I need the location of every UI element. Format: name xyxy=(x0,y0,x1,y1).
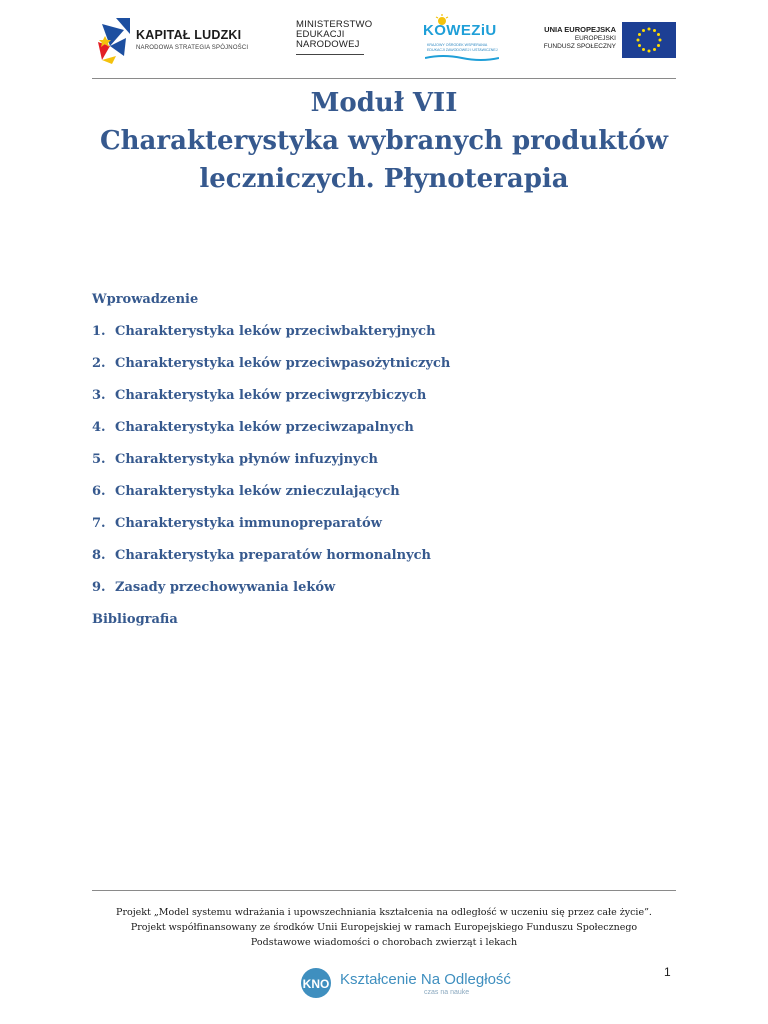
toc-item[interactable] xyxy=(92,514,692,546)
toc-item-label: Charakterystyka leków przeciwgrzybiczych xyxy=(115,388,427,403)
kno-emblem-icon xyxy=(298,966,334,1000)
kapital-ludzki-logo xyxy=(92,14,252,66)
toc-item-intro[interactable]: Wprowadzenie xyxy=(92,292,199,307)
toc-item-number: 6. xyxy=(92,484,106,499)
toc-item[interactable] xyxy=(92,450,692,482)
footer-project-info xyxy=(92,905,676,950)
toc-item-number: 4. xyxy=(92,420,106,435)
toc-item-number: 7. xyxy=(92,516,106,531)
koweziu-logo-text: KOWEZiU xyxy=(423,22,497,39)
toc-item-label: Charakterystyka leków znieczulających xyxy=(115,484,400,499)
header-logo-bar xyxy=(92,14,676,66)
toc-item-label: Charakterystyka leków przeciwzapalnych xyxy=(115,420,414,435)
kno-logo-text: Kształcenie Na Odległość xyxy=(340,971,511,988)
header-divider xyxy=(92,78,676,79)
module-title-line-2: Charakterystyka wybranych produktów xyxy=(99,126,669,156)
toc-item-label: Charakterystyka preparatów hormonalnych xyxy=(115,548,431,563)
toc-item-number: 1. xyxy=(92,324,106,339)
footer-divider xyxy=(92,890,676,891)
module-title-line-3: leczniczych. Płynoterapia xyxy=(199,164,569,194)
toc-item[interactable] xyxy=(92,578,692,610)
toc-item-number: 8. xyxy=(92,548,106,563)
toc-item-label: Zasady przechowywania leków xyxy=(115,580,336,595)
eu-logo-subtitle: EUROPEJSKI FUNDUSZ SPOŁECZNY xyxy=(543,35,616,50)
toc-item[interactable] xyxy=(92,322,692,354)
men-logo xyxy=(296,14,386,66)
toc-item-number: 3. xyxy=(92,388,106,403)
men-logo-text: MINISTERSTWO EDUKACJI NARODOWEJ xyxy=(296,19,373,50)
footer-line-3: Podstawowe wiadomości o chorobach zwierząt i lekach xyxy=(250,937,518,948)
toc-item[interactable] xyxy=(92,482,692,514)
toc-item-label: Charakterystyka immunopreparatów xyxy=(115,516,382,531)
toc-item-label: Charakterystyka leków przeciwpasożytniczych xyxy=(115,356,451,371)
toc-item-label: Charakterystyka płynów infuzyjnych xyxy=(115,452,378,467)
table-of-contents xyxy=(92,290,692,642)
kapital-ludzki-title: KAPITAŁ LUDZKI xyxy=(136,28,242,42)
toc-item[interactable] xyxy=(92,546,692,578)
kapital-ludzki-emblem-icon xyxy=(96,16,130,64)
eu-flag-icon xyxy=(622,22,676,58)
eu-logo xyxy=(532,14,676,66)
toc-item-number: 9. xyxy=(92,580,106,595)
toc-item[interactable] xyxy=(92,354,692,386)
men-logo-underline xyxy=(296,54,364,55)
toc-item-bibliography[interactable]: Bibliografia xyxy=(92,612,178,627)
koweziu-logo-subtitle: KRAJOWY OŚRODEK WSPIERANIA EDUKACJI ZAWODOWEJ I USTAWICZNEJ xyxy=(427,43,498,52)
svg-text:KNO: KNO xyxy=(302,977,330,991)
footer-line-1: Projekt „Model systemu wdrażania i upowszechniania kształcenia na odległość w uczeniu się przez całe życie”. xyxy=(116,907,652,918)
module-title-line-1: Moduł VII xyxy=(310,88,458,118)
koweziu-wave-icon xyxy=(425,54,499,62)
toc-item-label: Charakterystyka leków przeciwbakteryjnych xyxy=(115,324,436,339)
eu-logo-title: UNIA EUROPEJSKA xyxy=(544,25,616,34)
page-number: 1 xyxy=(664,965,671,979)
ksztalcenie-na-odleglosc-logo xyxy=(298,966,511,1002)
kno-logo-subtext: czas na nauke xyxy=(424,989,470,996)
koweziu-logo xyxy=(423,14,503,66)
toc-item[interactable] xyxy=(92,418,692,450)
toc-item-number: 5. xyxy=(92,452,106,467)
toc-item[interactable] xyxy=(92,386,692,418)
kapital-ludzki-subtitle: NARODOWA STRATEGIA SPÓJNOŚCI xyxy=(136,45,249,51)
toc-item-number: 2. xyxy=(92,356,106,371)
footer-line-2: Projekt współfinansowany ze środków Unii Europejskiej w ramach Europejskiego Funduszu Społecznego xyxy=(130,922,638,933)
module-title xyxy=(40,84,728,198)
